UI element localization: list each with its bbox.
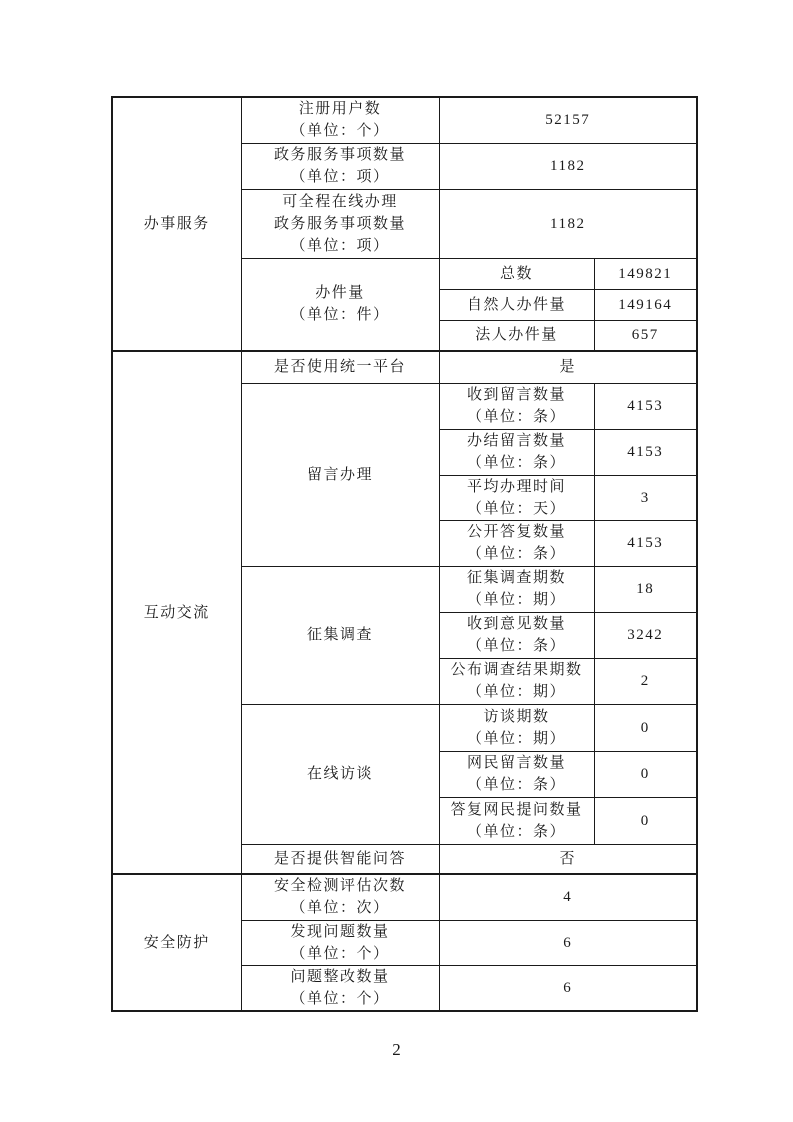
subitem-label-cell [439, 566, 594, 612]
subitem-label-cell [439, 658, 594, 704]
item-label-cell [241, 258, 439, 351]
label-line: 注册用户数 [298, 101, 382, 118]
value-cell: 0 [594, 704, 697, 751]
item-label-cell [241, 143, 439, 189]
label-line: 收到留言数量 [466, 387, 566, 403]
subitem-label-cell [439, 704, 594, 751]
subitem-label-cell [439, 751, 594, 797]
label-line: （单位：条） [466, 638, 566, 654]
value-cell: 6 [439, 920, 697, 965]
label-line: （单位：件） [290, 307, 390, 324]
label-line: 是否提供智能问答 [273, 850, 406, 867]
label-line: 可全程在线办理 [282, 193, 398, 210]
statistics-table [111, 96, 698, 1012]
label-line: （单位：个） [290, 990, 390, 1007]
label-line: （单位：期） [466, 592, 566, 608]
section-label-security-protection: 安全防护 [112, 874, 241, 1011]
label-line: 在线访谈 [306, 766, 373, 782]
value-cell: 0 [594, 751, 697, 797]
label-line: 公布调查结果期数 [450, 662, 583, 678]
item-label-cell [241, 920, 439, 965]
value-cell: 149821 [594, 258, 697, 289]
item-label-cell [241, 189, 439, 258]
value-cell: 52157 [439, 97, 697, 143]
item-label-cell [241, 97, 439, 143]
value-cell: 657 [594, 320, 697, 351]
value-cell: 0 [594, 797, 697, 844]
label-line: 发现问题数量 [290, 923, 390, 940]
value-cell: 3242 [594, 612, 697, 658]
label-line: （单位：期） [466, 730, 566, 747]
label-line: 安全检测评估次数 [273, 878, 406, 895]
label-line: 征集调查期数 [466, 570, 566, 586]
value-cell: 4 [439, 874, 697, 920]
label-line: （单位：个） [290, 123, 390, 140]
value-cell: 4153 [594, 429, 697, 475]
label-line: 留言办理 [306, 466, 373, 483]
value-cell: 4153 [594, 520, 697, 566]
label-line: （单位：条） [466, 409, 566, 425]
value-cell: 否 [439, 844, 697, 874]
label-line: （单位：个） [290, 945, 390, 962]
table-row [112, 874, 697, 920]
table-row [112, 97, 697, 143]
item-label-cell [241, 844, 439, 874]
label-line: 网民留言数量 [466, 755, 566, 771]
value-cell: 1182 [439, 143, 697, 189]
value-cell: 是 [439, 351, 697, 383]
value-cell: 4153 [594, 383, 697, 429]
subitem-label-cell [439, 383, 594, 429]
item-label-cell [241, 704, 439, 844]
section-label-interaction: 互动交流 [112, 351, 241, 874]
value-cell: 1182 [439, 189, 697, 258]
value-cell: 149164 [594, 289, 697, 320]
label-line: 政务服务事项数量 [273, 147, 406, 163]
label-line: （单位：条） [466, 823, 566, 840]
table-row [112, 351, 697, 383]
value-cell: 3 [594, 475, 697, 520]
label-line: 问题整改数量 [290, 968, 390, 985]
subitem-label-cell: 总数 [439, 258, 594, 289]
subitem-label-cell: 法人办件量 [439, 320, 594, 351]
label-line: 平均办理时间 [466, 478, 566, 495]
label-line: 访谈期数 [483, 708, 550, 725]
subitem-label-cell [439, 520, 594, 566]
label-line: （单位：天） [466, 500, 566, 517]
label-line: （单位：次） [290, 900, 390, 917]
label-line: 办结留言数量 [466, 433, 566, 449]
item-label-cell [241, 566, 439, 704]
label-line: （单位：条） [466, 546, 566, 562]
label-line: （单位：期） [466, 684, 566, 700]
label-line: 答复网民提问数量 [450, 801, 583, 818]
section-label-service-handling: 办事服务 [112, 97, 241, 351]
label-line: 公开答复数量 [466, 524, 566, 540]
page-number: 2 [392, 1040, 401, 1059]
label-line: （单位：项） [290, 169, 390, 185]
label-line: 收到意见数量 [466, 616, 566, 632]
value-cell: 18 [594, 566, 697, 612]
item-label-cell [241, 965, 439, 1011]
subitem-label-cell [439, 797, 594, 844]
item-label-cell [241, 351, 439, 383]
subitem-label-cell: 自然人办件量 [439, 289, 594, 320]
label-line: 办件量 [315, 285, 365, 302]
value-cell: 2 [594, 658, 697, 704]
label-line: 政务服务事项数量 [273, 215, 406, 232]
label-line: 征集调查 [306, 627, 373, 643]
label-line: 是否使用统一平台 [273, 359, 406, 376]
subitem-label-cell [439, 475, 594, 520]
subitem-label-cell [439, 612, 594, 658]
item-label-cell [241, 383, 439, 566]
label-line: （单位：条） [466, 455, 566, 471]
value-cell: 6 [439, 965, 697, 1011]
label-line: （单位：条） [466, 777, 566, 793]
subitem-label-cell [439, 429, 594, 475]
label-line: （单位：项） [290, 237, 390, 254]
item-label-cell [241, 874, 439, 920]
